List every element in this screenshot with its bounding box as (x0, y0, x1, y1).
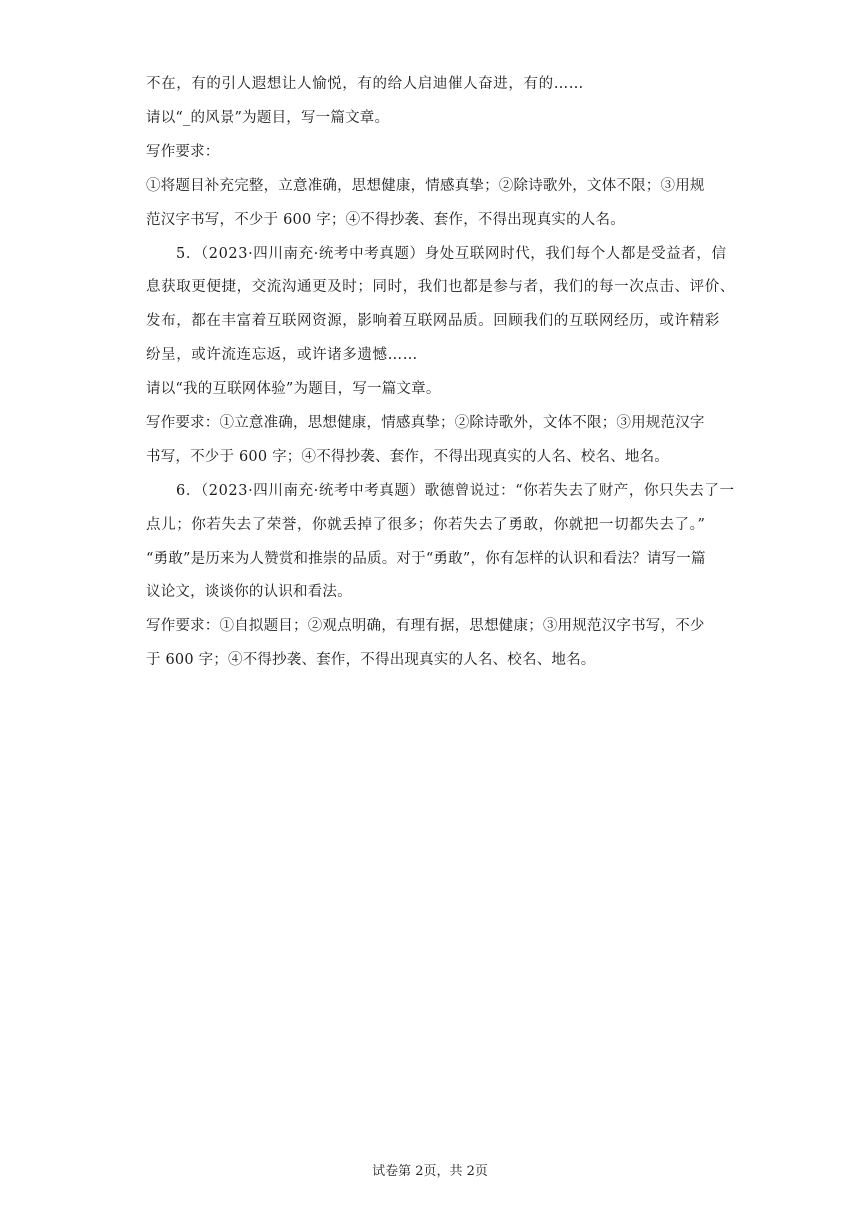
text-line: 不在，有的引人遐想让人愉悦，有的给人启迪催人奋进，有的…… (146, 76, 584, 92)
question-6-line: 6．（2023·四川南充·统考中考真题）歌德曾说过：“你若失去了财产，你只失去了一 (176, 483, 735, 499)
page-footer: 试卷第 2页，共 2页 (372, 1164, 488, 1179)
text-line: “勇敢”是历来为人赞赏和推崇的品质。对于“勇敢”，你有怎样的认识和看法？请写一篇 (146, 551, 706, 567)
text-line: 写作要求：①自拟题目；②观点明确，有理有据，思想健康；③用规范汉字书写，不少 (146, 618, 705, 634)
text-line: 点儿；你若失去了荣誉，你就丢掉了很多；你若失去了勇敢，你就把一切都失去了。” (146, 517, 706, 533)
text-line: 请以“_的风景”为题目，写一篇文章。 (146, 110, 390, 126)
text-line: ①将题目补充完整，立意准确，思想健康，情感真挚；②除诗歌外，文体不限；③用规 (146, 178, 705, 194)
question-5-line: 5．（2023·四川南充·统考中考真题）身处互联网时代，我们每个人都是受益者，信 (176, 246, 727, 262)
text-line: 纷呈，或许流连忘返，或许诸多遗憾…… (146, 347, 418, 363)
text-line: 范汉字书写，不少于 600 字；④不得抄袭、套作，不得出现真实的人名。 (146, 212, 625, 228)
text-line: 于 600 字；④不得抄袭、套作，不得出现真实的人名、校名、地名。 (146, 652, 596, 668)
text-line: 请以“我的互联网体验”为题目，写一篇文章。 (146, 381, 441, 397)
text-line: 发布，都在丰富着互联网资源，影响着互联网品质。回顾我们的互联网经历，或许精彩 (146, 313, 720, 329)
text-line: 书写，不少于 600 字；④不得抄袭、套作，不得出现真实的人名、校名、地名。 (146, 449, 669, 465)
text-line: 写作要求：①立意准确，思想健康，情感真挚；②除诗歌外，文体不限；③用规范汉字 (146, 415, 705, 431)
text-line: 议论文，谈谈你的认识和看法。 (146, 584, 352, 600)
text-line: 写作要求： (146, 144, 220, 160)
text-line: 息获取更便捷，交流沟通更及时；同时，我们也都是参与者，我们的每一次点击、评价、 (146, 279, 735, 295)
